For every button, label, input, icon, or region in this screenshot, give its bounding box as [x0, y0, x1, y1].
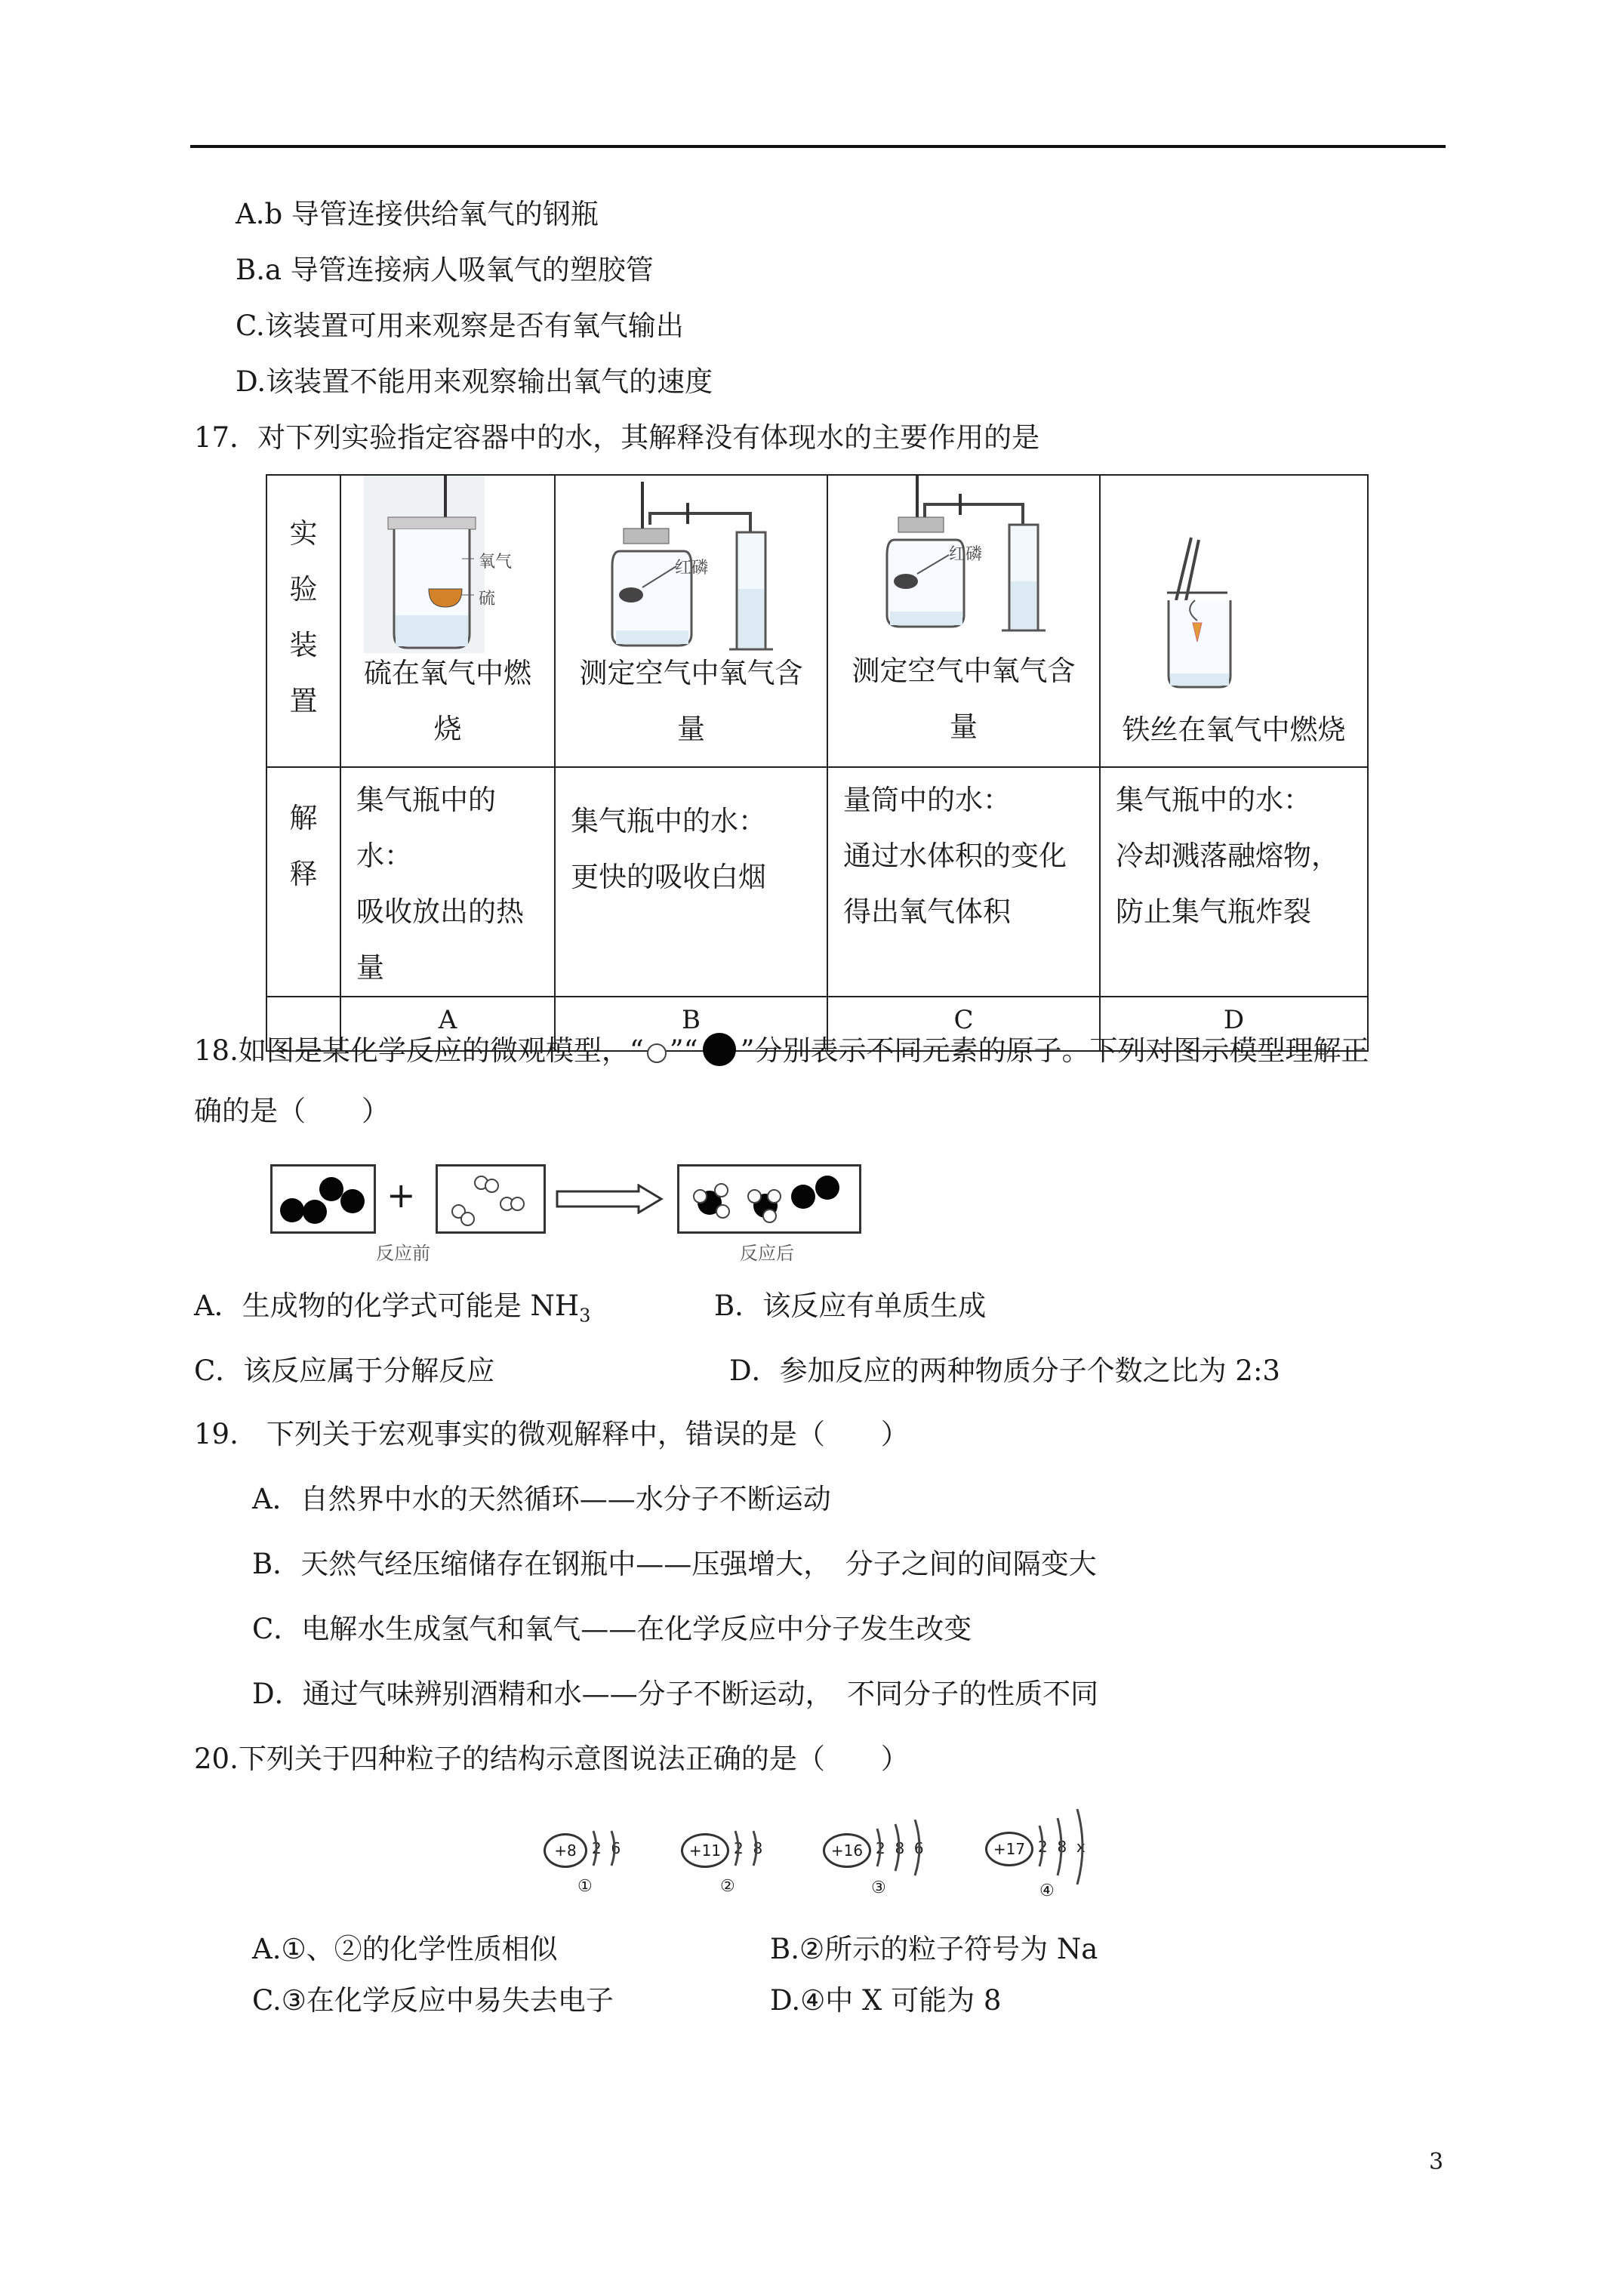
q17-stem: 17．对下列实验指定容器中的水，其解释没有体现水的主要作用的是 — [194, 421, 1040, 454]
row-head-device: 实 验 装 置 — [266, 475, 340, 767]
letter-c: C — [827, 997, 1100, 1051]
particle-4: +17 2 8 x ④ — [985, 1809, 1136, 1910]
q20-option-d: D.④中 X 可能为 8 — [770, 1984, 1002, 2017]
q16-option-c: C.该装置可用来观察是否有氧气输出 — [236, 310, 684, 342]
page-number: 3 — [1429, 2149, 1444, 2175]
product-box — [677, 1164, 861, 1234]
q18-stem-line2: 确的是（ ） — [194, 1095, 390, 1127]
particle-3: +16 2 8 6 ③ — [823, 1820, 974, 1910]
caption-c: 测定空气中氧气含 量 — [852, 655, 1076, 743]
letter-b: B — [555, 997, 827, 1051]
device-cell-d — [1100, 475, 1368, 767]
q18-option-a: A．生成物的化学式可能是 $NH_3$ — [194, 1290, 591, 1327]
q18-option-c: C．该反应属于分解反应 — [194, 1354, 495, 1387]
q19-stem: 19. 下列关于宏观事实的微观解释中，错误的是（ ） — [194, 1418, 909, 1450]
device-cell-c — [827, 475, 1100, 767]
q18-option-d: D．参加反应的两种物质分子个数之比为 2:3 — [729, 1354, 1280, 1387]
reactant-box-1 — [270, 1164, 376, 1234]
q16-option-a: A.b 导管连接供给氧气的钢瓶 — [236, 198, 599, 230]
q18-stem-line1: 18.如图是某化学反应的微观模型，“ ”“ ”分别表示不同元素的原子。下列对图示模型理解正 — [194, 1034, 1369, 1067]
q20-stem: 20.下列关于四种粒子的结构示意图说法正确的是（ ） — [194, 1743, 909, 1775]
caption-a: 硫在氧气中燃 烧 — [364, 657, 531, 745]
explain-c: 量筒中的水： 通过水体积的变化 得出氧气体积 — [827, 767, 1100, 997]
plus-sign: + — [387, 1175, 416, 1216]
device-cell-a — [340, 475, 555, 767]
q20-option-b: B.②所示的粒子符号为 Na — [770, 1933, 1098, 1965]
label-after: 反应后 — [740, 1243, 794, 1264]
q20-option-c: C.③在化学反应中易失去电子 — [252, 1984, 614, 2017]
q19-option-a: A．自然界中水的天然循环——水分子不断运动 — [252, 1483, 831, 1515]
letter-a: A — [340, 997, 555, 1051]
label-red-phosphorus-c: 红磷 — [949, 545, 983, 564]
device-cell-b — [555, 475, 827, 767]
white-atom-icon — [647, 1043, 667, 1063]
q17-experiment-table — [266, 474, 1369, 1052]
particle-1: +8 2 6 ① — [544, 1827, 694, 1910]
explain-d: 集气瓶中的水： 冷却溅落融熔物， 防止集气瓶炸裂 — [1100, 767, 1368, 997]
header-rule — [190, 145, 1446, 148]
label-red-phosphorus-b: 红磷 — [675, 559, 709, 578]
caption-b: 测定空气中氧气含 量 — [579, 657, 803, 745]
particle-2: +11 2 8 ② — [681, 1827, 832, 1910]
reaction-arrow-icon — [556, 1184, 665, 1214]
q20-option-a: A.①、②的化学性质相似 — [252, 1933, 558, 1965]
letter-d: D — [1100, 997, 1368, 1051]
q18-option-b: B．该反应有单质生成 — [714, 1290, 987, 1322]
label-before: 反应前 — [376, 1243, 430, 1264]
caption-d: 铁丝在氧气中燃烧 — [1122, 713, 1346, 746]
q19-option-d: D．通过气味辨别酒精和水——分子不断运动， 不同分子的性质不同 — [252, 1678, 1099, 1710]
q16-option-d: D.该装置不能用来观察输出氧气的速度 — [236, 365, 713, 398]
q19-option-c: C．电解水生成氢气和氧气——在化学反应中分子发生改变 — [252, 1613, 972, 1645]
q19-option-b: B．天然气经压缩储存在钢瓶中——压强增大， 分子之间的间隔变大 — [252, 1548, 1097, 1580]
sulfur-combustion-apparatus — [341, 476, 556, 657]
iron-wire-combustion-apparatus — [1101, 476, 1369, 702]
oxygen-measure-apparatus-c — [828, 476, 1101, 657]
black-atom-icon — [703, 1033, 736, 1066]
row-head-explain: 解 释 — [266, 767, 340, 997]
label-sulfur: 硫 — [479, 590, 496, 609]
explain-b: 集气瓶中的水： 更快的吸收白烟 — [555, 767, 827, 997]
label-oxygen: 氧气 — [479, 553, 513, 572]
reactant-box-2 — [436, 1164, 546, 1234]
q16-option-b: B.a 导管连接病人吸氧气的塑胶管 — [236, 254, 654, 286]
explain-a: 集气瓶中的水： 吸收放出的热 量 — [340, 767, 555, 997]
